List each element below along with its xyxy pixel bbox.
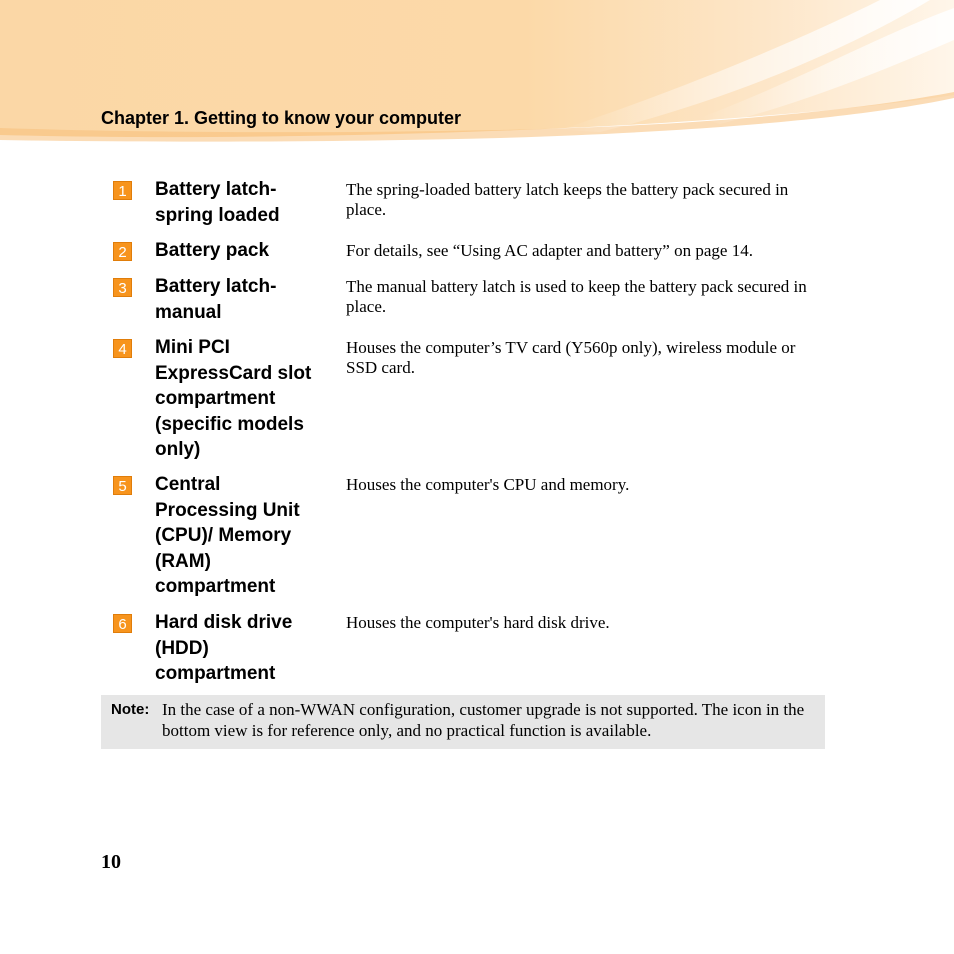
note-label: Note: bbox=[111, 701, 150, 718]
page-number: 10 bbox=[101, 851, 121, 873]
component-description: The manual battery latch is used to keep the battery pack secured in place. bbox=[346, 277, 807, 316]
component-description: Houses the computer's hard disk drive. bbox=[346, 613, 610, 632]
callout-number-badge: 1 bbox=[113, 181, 132, 200]
component-name: Hard disk drive (HDD) compartment bbox=[155, 612, 293, 684]
callout-number-badge: 6 bbox=[113, 614, 132, 633]
component-name: Mini PCI ExpressCard slot compartment (specific models only) bbox=[155, 337, 312, 460]
component-name: Battery latch- manual bbox=[155, 276, 277, 323]
callout-number-badge: 2 bbox=[113, 242, 132, 261]
chapter-title: Chapter 1. Getting to know your computer bbox=[101, 108, 462, 128]
component-description: Houses the computer’s TV card (Y560p only), wireless module or SSD card. bbox=[346, 338, 796, 377]
callout-number-badge: 3 bbox=[113, 278, 132, 297]
callout-number-badge: 4 bbox=[113, 339, 132, 358]
component-name: Battery pack bbox=[155, 240, 270, 261]
component-name: Battery latch- spring loaded bbox=[155, 179, 280, 226]
component-description: The spring-loaded battery latch keeps the battery pack secured in place. bbox=[346, 180, 789, 219]
callout-number-badge: 5 bbox=[113, 476, 132, 495]
note-box bbox=[101, 695, 825, 749]
note-text: In the case of a non-WWAN configuration, customer upgrade is not supported. The icon in the bottom view is for reference only, and no practical function is available. bbox=[162, 700, 805, 740]
component-description: For details, see “Using AC adapter and battery” on page 14. bbox=[346, 241, 753, 260]
component-name: Central Processing Unit (CPU)/ Memory (RAM) compartment bbox=[155, 474, 300, 597]
component-description: Houses the computer's CPU and memory. bbox=[346, 475, 630, 494]
